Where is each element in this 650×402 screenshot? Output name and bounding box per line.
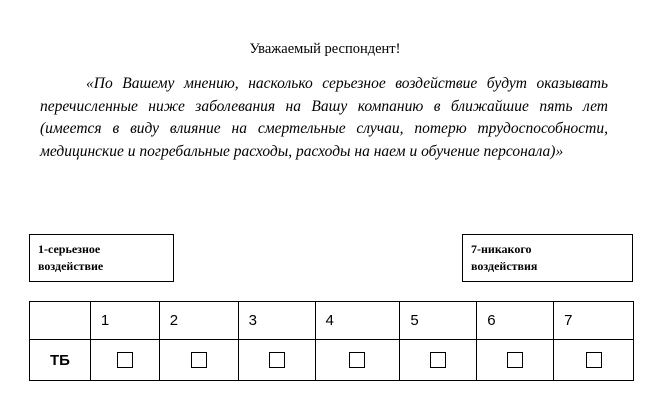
scale-legend-left: [29, 234, 174, 282]
rating-cell-5: [400, 340, 477, 381]
rating-row-label: ТБ: [30, 340, 91, 381]
rating-cell-7: [554, 340, 634, 381]
rating-table: [29, 301, 634, 381]
rating-header-1: 1: [90, 302, 159, 340]
scale-legend-right-line2: воздействия: [471, 259, 538, 273]
rating-checkbox-6[interactable]: [507, 352, 523, 368]
rating-header-3: 3: [238, 302, 315, 340]
rating-checkbox-1[interactable]: [117, 352, 133, 368]
greeting-heading: Уважаемый респондент!: [249, 41, 401, 57]
rating-checkbox-7[interactable]: [586, 352, 602, 368]
scale-legend-left-line2: воздействие: [38, 259, 104, 273]
scale-legend-right: [462, 234, 633, 282]
rating-row-tb: [30, 340, 634, 381]
rating-header-2: 2: [159, 302, 238, 340]
rating-cell-3: [238, 340, 315, 381]
survey-question: «По Вашему мнению, насколько серьезное воздействие будут оказывать перечисленные ниже заболевания на Вашу компанию в ближайшие пять лет (имеется в виду влияние на смертельные случаи, потерю трудоспособности, медицинские и погребальные расходы, расходы на наем и обучение персонала)»: [40, 75, 608, 160]
rating-checkbox-3[interactable]: [269, 352, 285, 368]
rating-checkbox-4[interactable]: [349, 352, 365, 368]
rating-corner-cell: [30, 302, 91, 340]
scale-legend-right-line1: 7-никакого: [471, 242, 532, 256]
rating-cell-2: [159, 340, 238, 381]
rating-checkbox-2[interactable]: [191, 352, 207, 368]
rating-header-5: 5: [400, 302, 477, 340]
rating-cell-1: [90, 340, 159, 381]
rating-checkbox-5[interactable]: [430, 352, 446, 368]
rating-cell-4: [315, 340, 400, 381]
scale-legend-left-line1: 1-серьезное: [38, 242, 101, 256]
rating-cell-6: [477, 340, 554, 381]
rating-header-row: [30, 302, 634, 340]
rating-header-4: 4: [315, 302, 400, 340]
rating-header-6: 6: [477, 302, 554, 340]
rating-header-7: 7: [554, 302, 634, 340]
